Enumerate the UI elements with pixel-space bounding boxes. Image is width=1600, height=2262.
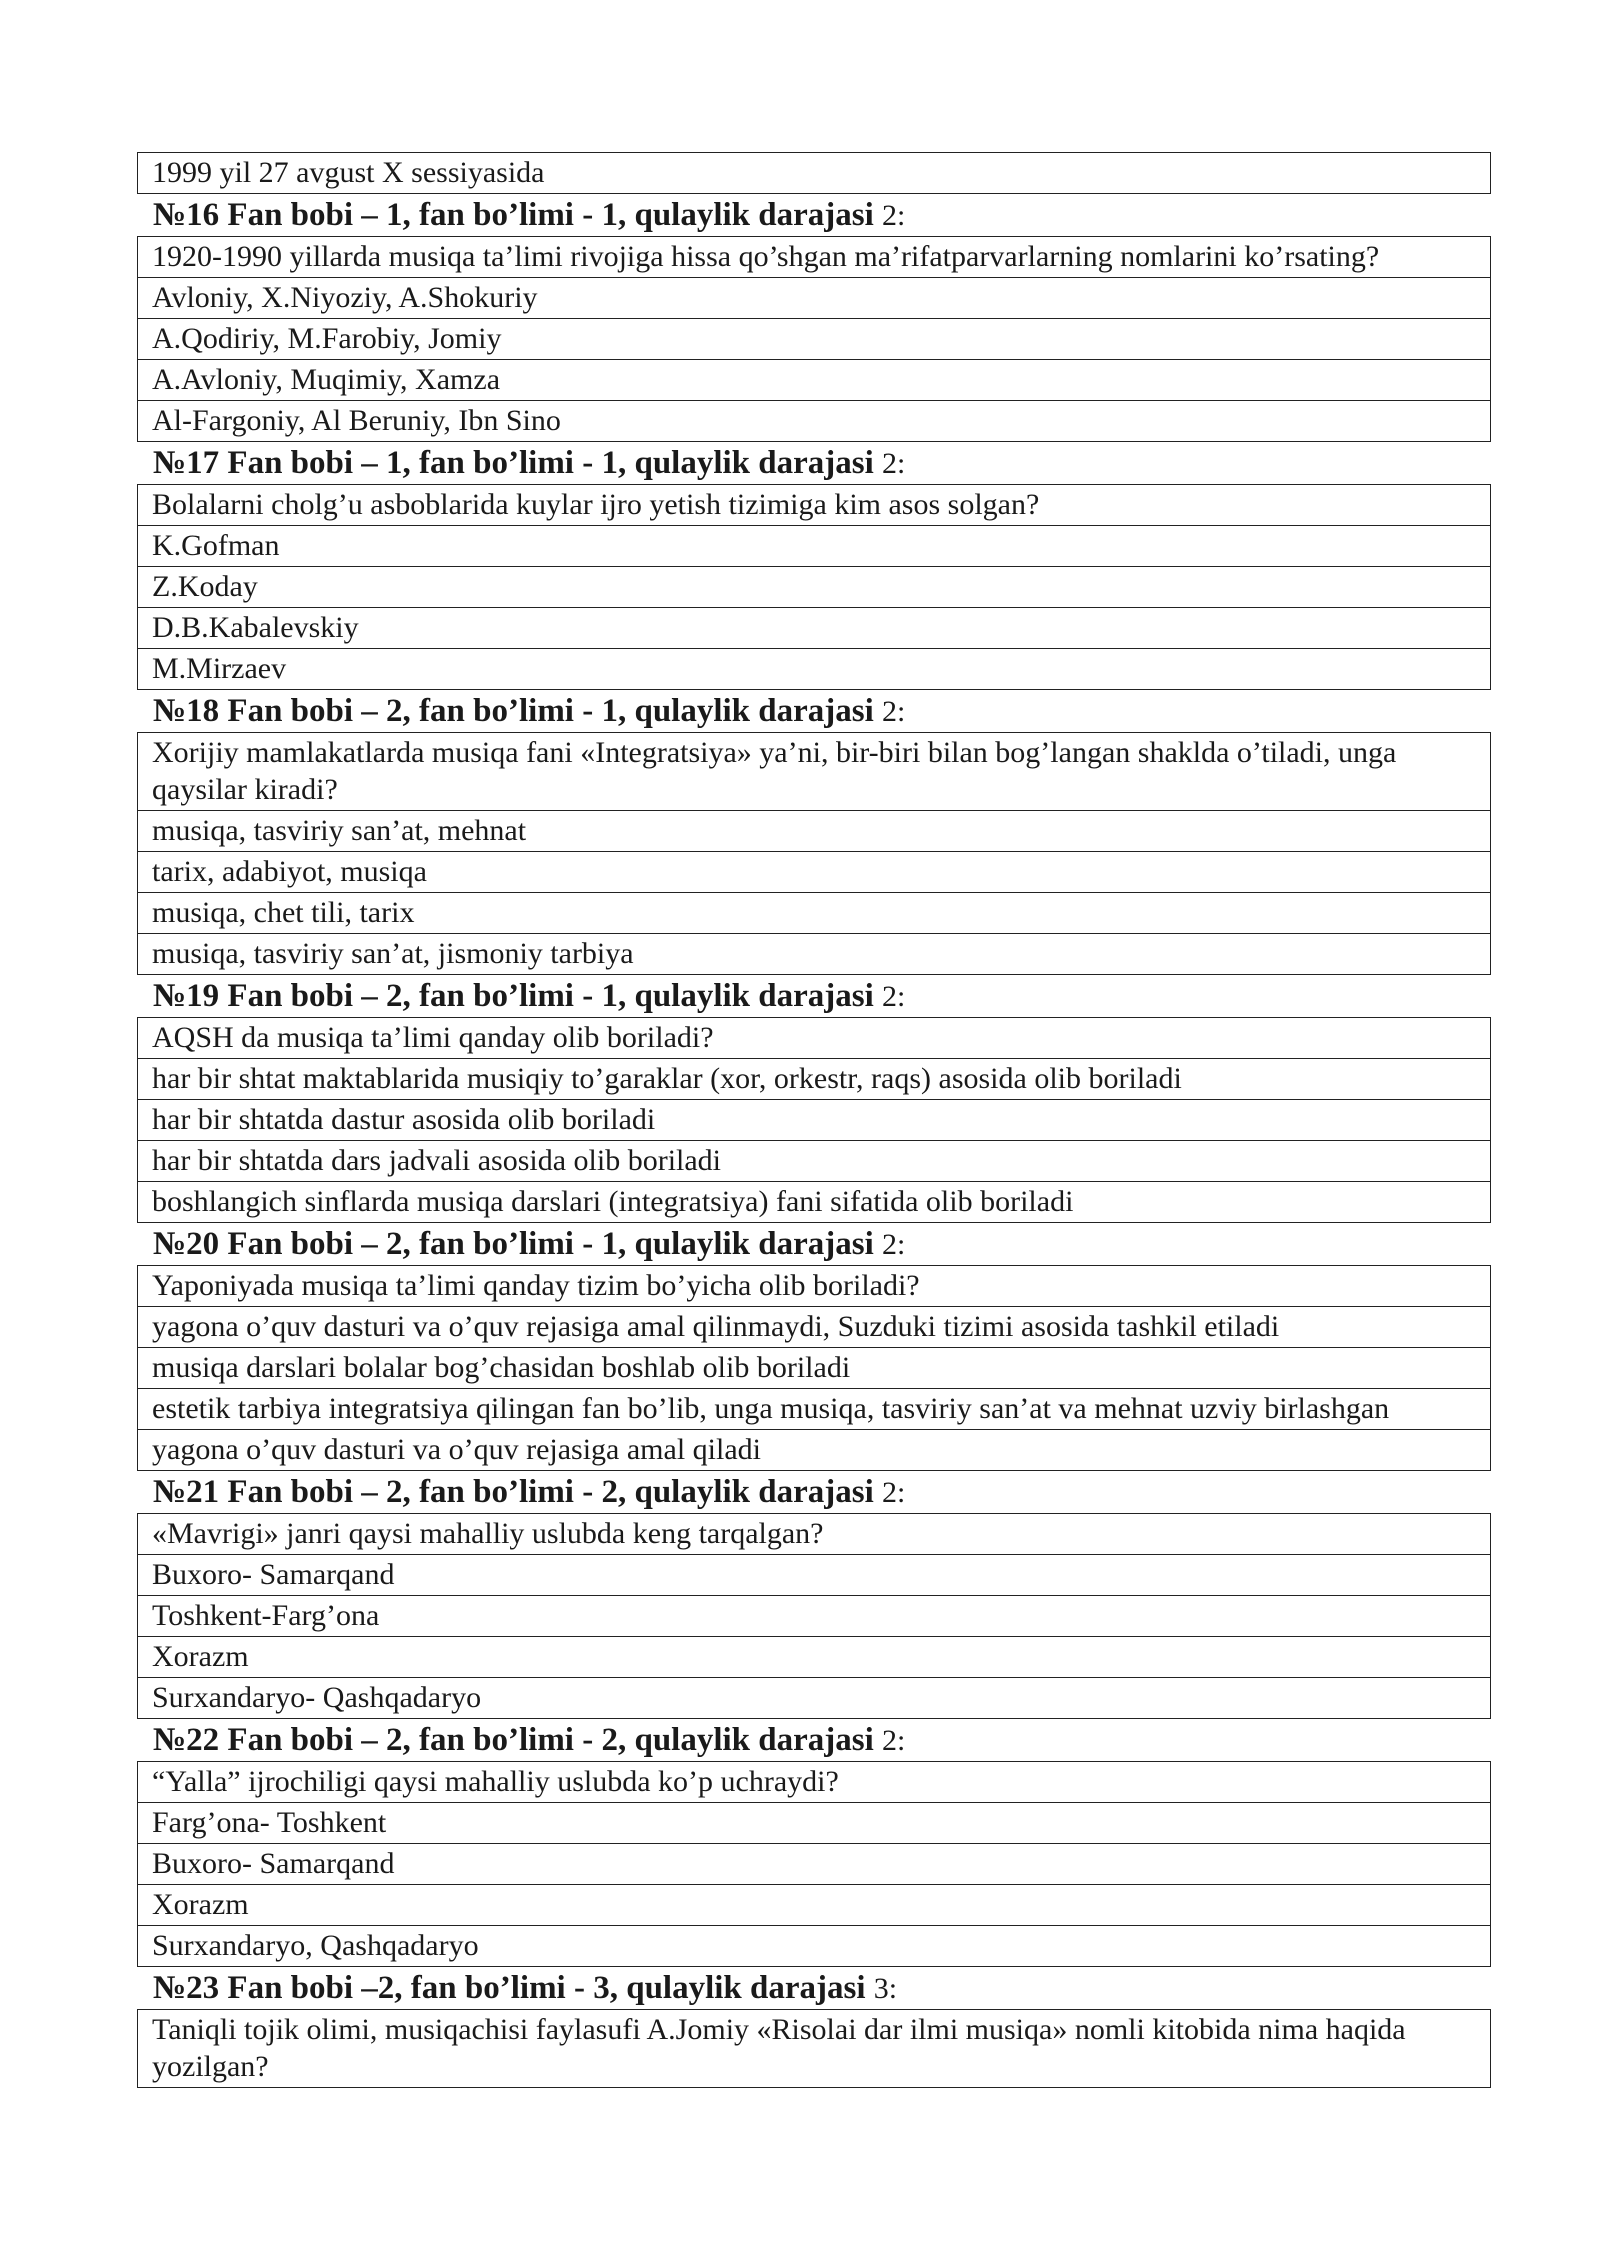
answer-option: boshlangich sinflarda musiqa darslari (integratsiya) fani sifatida olib boriladi	[138, 1181, 1490, 1222]
answer-option: Z.Koday	[138, 566, 1490, 607]
answer-option: har bir shtat maktablarida musiqiy to’garaklar (xor, orkestr, raqs) asosida olib boriladi	[138, 1058, 1490, 1099]
question-text: Bolalarni cholg’u asboblarida kuylar ijro yetish tizimiga kim asos solgan?	[152, 488, 1040, 521]
question-table	[137, 2009, 1491, 2088]
question-heading	[137, 1223, 1491, 1265]
question-heading-text: №16 Fan bobi – 1, fan bo’limi - 1, qulaylik darajasi	[153, 197, 874, 233]
question-heading-text: №22 Fan bobi – 2, fan bo’limi - 2, qulaylik darajasi	[153, 1722, 874, 1758]
question-heading-text: №20 Fan bobi – 2, fan bo’limi - 1, qulaylik darajasi	[153, 1226, 874, 1262]
answer-option: yagona o’quv dasturi va o’quv rejasiga amal qilinmaydi, Suzduki tizimi asosida tashkil etiladi	[138, 1306, 1490, 1347]
question-heading-text: №21 Fan bobi – 2, fan bo’limi - 2, qulaylik darajasi	[153, 1474, 874, 1510]
answer-option: Al-Fargoniy, Al Beruniy, Ibn Sino	[138, 400, 1490, 441]
question-table	[137, 484, 1491, 690]
question-heading	[137, 975, 1491, 1017]
question-heading	[137, 690, 1491, 732]
difficulty-level: 2	[882, 199, 898, 232]
answer-option: D.B.Kabalevskiy	[138, 607, 1490, 648]
answer-option: Buxoro- Samarqand	[138, 1843, 1490, 1884]
question-table	[137, 1265, 1491, 1471]
intro-table	[137, 152, 1491, 194]
difficulty-level-suffix: :	[897, 695, 906, 728]
difficulty-level-suffix: :	[897, 199, 906, 232]
question-table	[137, 1761, 1491, 1967]
answer-option: A.Qodiriy, M.Farobiy, Jomiy	[138, 318, 1490, 359]
difficulty-level-suffix: :	[888, 1972, 898, 2005]
question-heading-text: №19 Fan bobi – 2, fan bo’limi - 1, qulaylik darajasi	[153, 978, 874, 1014]
answer-option: musiqa darslari bolalar bog’chasidan boshlab olib boriladi	[138, 1347, 1490, 1388]
answer-option: Farg’ona- Toshkent	[138, 1802, 1490, 1843]
answer-option: tarix, adabiyot, musiqa	[138, 851, 1490, 892]
answer-option: Surxandaryo, Qashqadaryo	[138, 1925, 1490, 1966]
difficulty-level-suffix: :	[897, 1724, 906, 1757]
question-text: Xorijiy mamlakatlarda musiqa fani «Integratsiya» ya’ni, bir-biri bilan bog’langan shaklda o’tiladi, unga qaysilar kiradi?	[152, 736, 1397, 806]
question-text: “Yalla” ijrochiligi qaysi mahalliy uslubda ko’p uchraydi?	[152, 1765, 839, 1798]
difficulty-level: 2	[882, 1724, 898, 1757]
question-heading	[137, 1967, 1491, 2009]
question-heading-text: №17 Fan bobi – 1, fan bo’limi - 1, qulaylik darajasi	[153, 445, 874, 481]
answer-option: musiqa, tasviriy san’at, jismoniy tarbiya	[138, 933, 1490, 974]
question-heading-text: №23 Fan bobi –2, fan bo’limi - 3, qulaylik darajasi	[153, 1970, 866, 2006]
answer-option: Avloniy, X.Niyoziy, A.Shokuriy	[138, 277, 1490, 318]
question-table	[137, 236, 1491, 442]
answer-option: musiqa, chet tili, tarix	[138, 892, 1490, 933]
question-text: AQSH da musiqa ta’limi qanday olib boriladi?	[152, 1021, 714, 1054]
question-text: «Mavrigi» janri qaysi mahalliy uslubda keng tarqalgan?	[152, 1517, 824, 1550]
difficulty-level: 2	[882, 695, 898, 728]
question-text: 1920-1990 yillarda musiqa ta’limi rivojiga hissa qo’shgan ma’rifatparvarlarning nomlarini ko’rsating?	[152, 240, 1380, 273]
answer-option: Xorazm	[138, 1884, 1490, 1925]
question-heading	[137, 194, 1491, 236]
answer-option: K.Gofman	[138, 525, 1490, 566]
answer-option: Toshkent-Farg’ona	[138, 1595, 1490, 1636]
answer-option: musiqa, tasviriy san’at, mehnat	[138, 810, 1490, 851]
question-text: Taniqli tojik olimi, musiqachisi faylasufi A.Jomiy «Risolai dar ilmi musiqa» nomli kitobida nima haqida yozilgan?	[152, 2013, 1406, 2083]
difficulty-level-suffix: :	[897, 1228, 906, 1261]
question-table	[137, 1017, 1491, 1223]
difficulty-level: 3	[873, 1972, 889, 2005]
answer-option: Buxoro- Samarqand	[138, 1554, 1490, 1595]
answer-option: Surxandaryo- Qashqadaryo	[138, 1677, 1490, 1718]
question-heading-text: №18 Fan bobi – 2, fan bo’limi - 1, qulaylik darajasi	[153, 693, 874, 729]
difficulty-level-suffix: :	[897, 447, 906, 480]
questions-list	[137, 194, 1491, 2088]
difficulty-level: 2	[882, 1228, 898, 1261]
answer-option: har bir shtatda dastur asosida olib boriladi	[138, 1099, 1490, 1140]
question-table	[137, 732, 1491, 975]
answer-option: A.Avloniy, Muqimiy, Xamza	[138, 359, 1490, 400]
answer-option: Xorazm	[138, 1636, 1490, 1677]
question-text: Yaponiyada musiqa ta’limi qanday tizim bo’yicha olib boriladi?	[152, 1269, 920, 1302]
answer-option: har bir shtatda dars jadvali asosida olib boriladi	[138, 1140, 1490, 1181]
difficulty-level: 2	[882, 447, 898, 480]
question-heading	[137, 1719, 1491, 1761]
difficulty-level-suffix: :	[897, 1476, 906, 1509]
question-table	[137, 1513, 1491, 1719]
intro-row: 1999 yil 27 avgust X sessiyasida	[152, 156, 545, 189]
question-heading	[137, 442, 1491, 484]
test-questions-page	[137, 152, 1491, 2088]
answer-option: M.Mirzaev	[138, 648, 1490, 689]
answer-option: yagona o’quv dasturi va o’quv rejasiga amal qiladi	[138, 1429, 1490, 1470]
difficulty-level: 2	[882, 1476, 898, 1509]
difficulty-level: 2	[882, 980, 898, 1013]
answer-option: estetik tarbiya integratsiya qilingan fan bo’lib, unga musiqa, tasviriy san’at va mehnat uzviy birlashgan	[138, 1388, 1490, 1429]
difficulty-level-suffix: :	[897, 980, 906, 1013]
question-heading	[137, 1471, 1491, 1513]
